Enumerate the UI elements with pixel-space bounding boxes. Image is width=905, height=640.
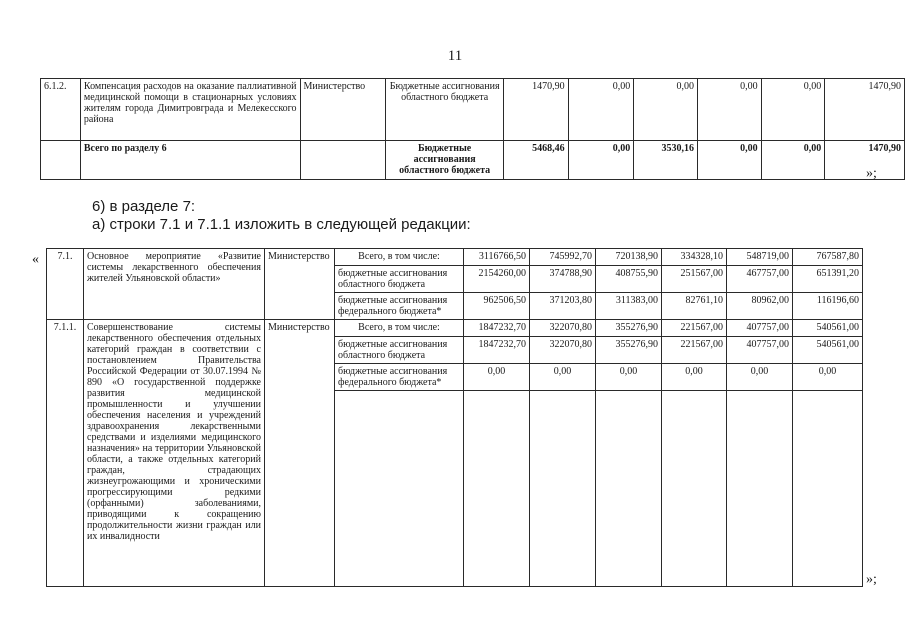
empty-cell	[300, 141, 386, 180]
value-cell: 0,00	[662, 364, 727, 391]
value-cell: 720138,90	[596, 249, 662, 266]
opening-quote-mark: «	[32, 252, 39, 267]
row-executor: Министерство	[300, 79, 386, 141]
value-cell: 767587,80	[793, 249, 863, 266]
value-cell: 407757,00	[727, 320, 793, 337]
value-cell: 0,00	[568, 79, 634, 141]
value-cell: 0,00	[793, 364, 863, 391]
value-cell: 408755,90	[596, 266, 662, 293]
section-7-table	[46, 248, 863, 587]
value-cell: 407757,00	[727, 337, 793, 364]
empty-cell	[530, 391, 596, 587]
value-cell: 5468,46	[503, 141, 568, 180]
section-6-table	[40, 78, 905, 180]
value-cell: 1470,90	[503, 79, 568, 141]
value-cell: 0,00	[568, 141, 634, 180]
value-cell: 116196,60	[793, 293, 863, 320]
value-cell: 0,00	[596, 364, 662, 391]
value-cell: 2154260,00	[464, 266, 530, 293]
value-cell: 82761,10	[662, 293, 727, 320]
value-cell: 221567,00	[662, 320, 727, 337]
table-row	[41, 79, 905, 141]
value-cell: 0,00	[698, 141, 762, 180]
table-row-total	[41, 141, 905, 180]
empty-cell	[335, 391, 464, 587]
row-name: Компенсация расходов на оказание паллиативной медицинской помощи в стационарных условиях жителям города Димитровграда и Мелекесского района	[80, 79, 300, 141]
value-cell: 0,00	[727, 364, 793, 391]
value-cell: 0,00	[698, 79, 762, 141]
value-cell: 0,00	[761, 141, 825, 180]
row-source: бюджетные ассигнования областного бюджета	[335, 266, 464, 293]
empty-cell	[596, 391, 662, 587]
value-cell: 1470,90	[825, 79, 905, 141]
value-cell: 374788,90	[530, 266, 596, 293]
empty-cell	[793, 391, 863, 587]
value-cell: 745992,70	[530, 249, 596, 266]
empty-cell	[41, 141, 81, 180]
value-cell: 3116766,50	[464, 249, 530, 266]
value-cell: 371203,80	[530, 293, 596, 320]
row-code: 7.1.	[47, 249, 84, 320]
value-cell: 3530,16	[634, 141, 698, 180]
row-name: Совершенствование системы лекарственного обеспечения отдельных категорий граждан в соответствии с постановлением Правительства Российской Федерации от 30.07.1994 № 890 «О государственной поддержке развития медицинской промышленности и улучшении обеспечения населения и учреждений здравоохранения лекарственными средствами и изделиями медицинского назначения» на территории Ульяновской области, а также отдельных категорий граждан, страдающих жизнеугрожающими и хроническими прогрессирующими редкими (орфанными) заболеваниями, приводящими к сокращению продолжительности жизни граждан или их инвалидности	[84, 320, 265, 587]
row-code: 7.1.1.	[47, 320, 84, 587]
value-cell: 467757,00	[727, 266, 793, 293]
value-cell: 251567,00	[662, 266, 727, 293]
value-cell: 1847232,70	[464, 337, 530, 364]
value-cell: 0,00	[464, 364, 530, 391]
row-name: Основное мероприятие «Развитие системы лекарственного обеспечения жителей Ульяновской области»	[84, 249, 265, 320]
row-source: бюджетные ассигнования областного бюджета	[335, 337, 464, 364]
row-source: Всего, в том числе:	[335, 249, 464, 266]
row-source: Бюджетные ассигнования областного бюджета	[386, 79, 504, 141]
value-cell: 1847232,70	[464, 320, 530, 337]
value-cell: 221567,00	[662, 337, 727, 364]
empty-cell	[464, 391, 530, 587]
row-executor: Министерство	[265, 249, 335, 320]
value-cell: 322070,80	[530, 337, 596, 364]
value-cell: 0,00	[761, 79, 825, 141]
closing-quote-mark: »;	[866, 572, 877, 587]
value-cell: 1470,90	[825, 141, 905, 180]
row-source: Всего, в том числе:	[335, 320, 464, 337]
value-cell: 322070,80	[530, 320, 596, 337]
row-code: 6.1.2.	[41, 79, 81, 141]
closing-quote-mark: »;	[866, 166, 877, 181]
amendment-heading: 6) в разделе 7:	[92, 198, 196, 215]
value-cell: 962506,50	[464, 293, 530, 320]
value-cell: 311383,00	[596, 293, 662, 320]
table-row	[47, 249, 863, 266]
row-executor: Министерство	[265, 320, 335, 587]
table-row	[47, 320, 863, 337]
empty-cell	[727, 391, 793, 587]
row-source: бюджетные ассигнования федерального бюджета*	[335, 293, 464, 320]
total-label: Всего по разделу 6	[80, 141, 300, 180]
value-cell: 355276,90	[596, 337, 662, 364]
value-cell: 0,00	[530, 364, 596, 391]
row-source: Бюджетные ассигнования областного бюджета	[386, 141, 504, 180]
value-cell: 355276,90	[596, 320, 662, 337]
page-number: 11	[447, 48, 463, 64]
row-source: бюджетные ассигнования федерального бюджета*	[335, 364, 464, 391]
value-cell: 80962,00	[727, 293, 793, 320]
empty-cell	[662, 391, 727, 587]
value-cell: 548719,00	[727, 249, 793, 266]
value-cell: 540561,00	[793, 337, 863, 364]
value-cell: 0,00	[634, 79, 698, 141]
value-cell: 540561,00	[793, 320, 863, 337]
value-cell: 334328,10	[662, 249, 727, 266]
value-cell: 651391,20	[793, 266, 863, 293]
amendment-instruction: а) строки 7.1 и 7.1.1 изложить в следующей редакции:	[92, 216, 471, 233]
